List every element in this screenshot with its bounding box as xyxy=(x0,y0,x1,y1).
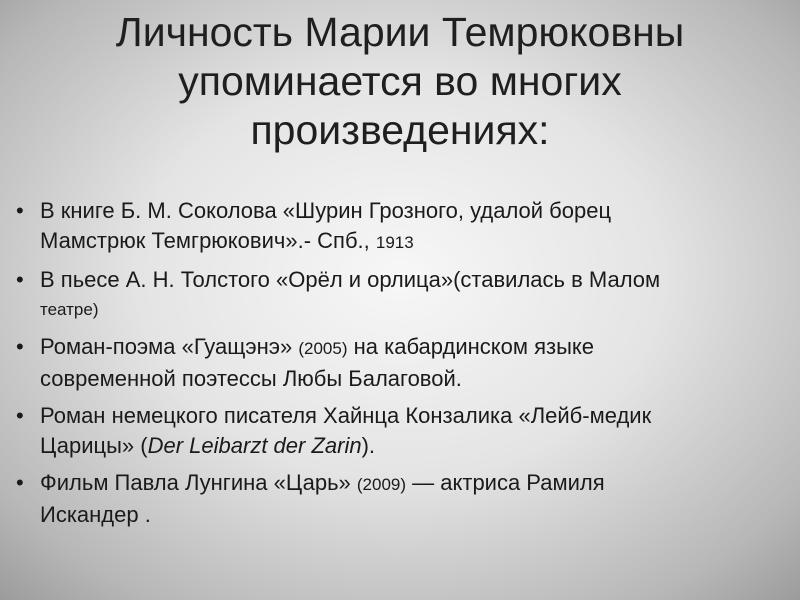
title-line: Личность Марии Темрюковны xyxy=(115,9,685,55)
bullet-text-line xyxy=(40,332,784,364)
bullet-icon: • xyxy=(16,267,24,292)
bullet-text-line xyxy=(40,468,784,500)
bullet-icon: • xyxy=(16,334,24,359)
bullet-text: Роман-поэма «Гуащэнэ» xyxy=(40,334,299,359)
bullet-text-line xyxy=(40,226,784,258)
bullet-list xyxy=(14,196,784,537)
bullet-text: Царицы» ( xyxy=(40,433,148,458)
bullet-text-line: Роман немецкого писателя Хайнца Конзалика «Лейб-медик xyxy=(40,403,652,428)
title-line: упоминается во многих xyxy=(178,58,622,104)
list-item xyxy=(14,265,784,325)
bullet-text: Фильм Павла Лунгина «Царь» xyxy=(40,470,357,495)
bullet-italic-title: Der Leibarzt der Zarin xyxy=(147,433,362,458)
bullet-text-line: В пьесе А. Н. Толстого «Орёл и орлица»(ставилась в Малом xyxy=(40,267,661,292)
slide-title xyxy=(40,8,760,155)
bullet-icon: • xyxy=(16,403,24,428)
bullet-icon: • xyxy=(16,470,24,495)
bullet-year: (2005) xyxy=(298,339,348,358)
title-line: произведениях: xyxy=(250,107,550,153)
bullet-text-line: В книге Б. М. Соколова «Шурин Грозного, удалой борец xyxy=(40,198,612,223)
bullet-text-line: Искандер . xyxy=(40,502,151,527)
bullet-text: Мамстрюк Темгрюкович».- Спб., xyxy=(40,228,376,253)
bullet-text-line: современной поэтессы Любы Балаговой. xyxy=(40,366,462,391)
bullet-text-line: театре) xyxy=(40,300,99,319)
bullet-year: 1913 xyxy=(375,233,414,252)
list-item xyxy=(14,401,784,461)
bullet-year: (2009) xyxy=(356,475,407,494)
bullet-text: ). xyxy=(361,433,376,458)
list-item xyxy=(14,332,784,394)
bullet-icon: • xyxy=(16,198,24,223)
bullet-text-line xyxy=(40,431,784,461)
list-item xyxy=(14,468,784,530)
list-item xyxy=(14,196,784,258)
bullet-text: на кабардинском языке xyxy=(347,334,595,359)
bullet-text: — актриса Рамиля xyxy=(406,470,605,495)
